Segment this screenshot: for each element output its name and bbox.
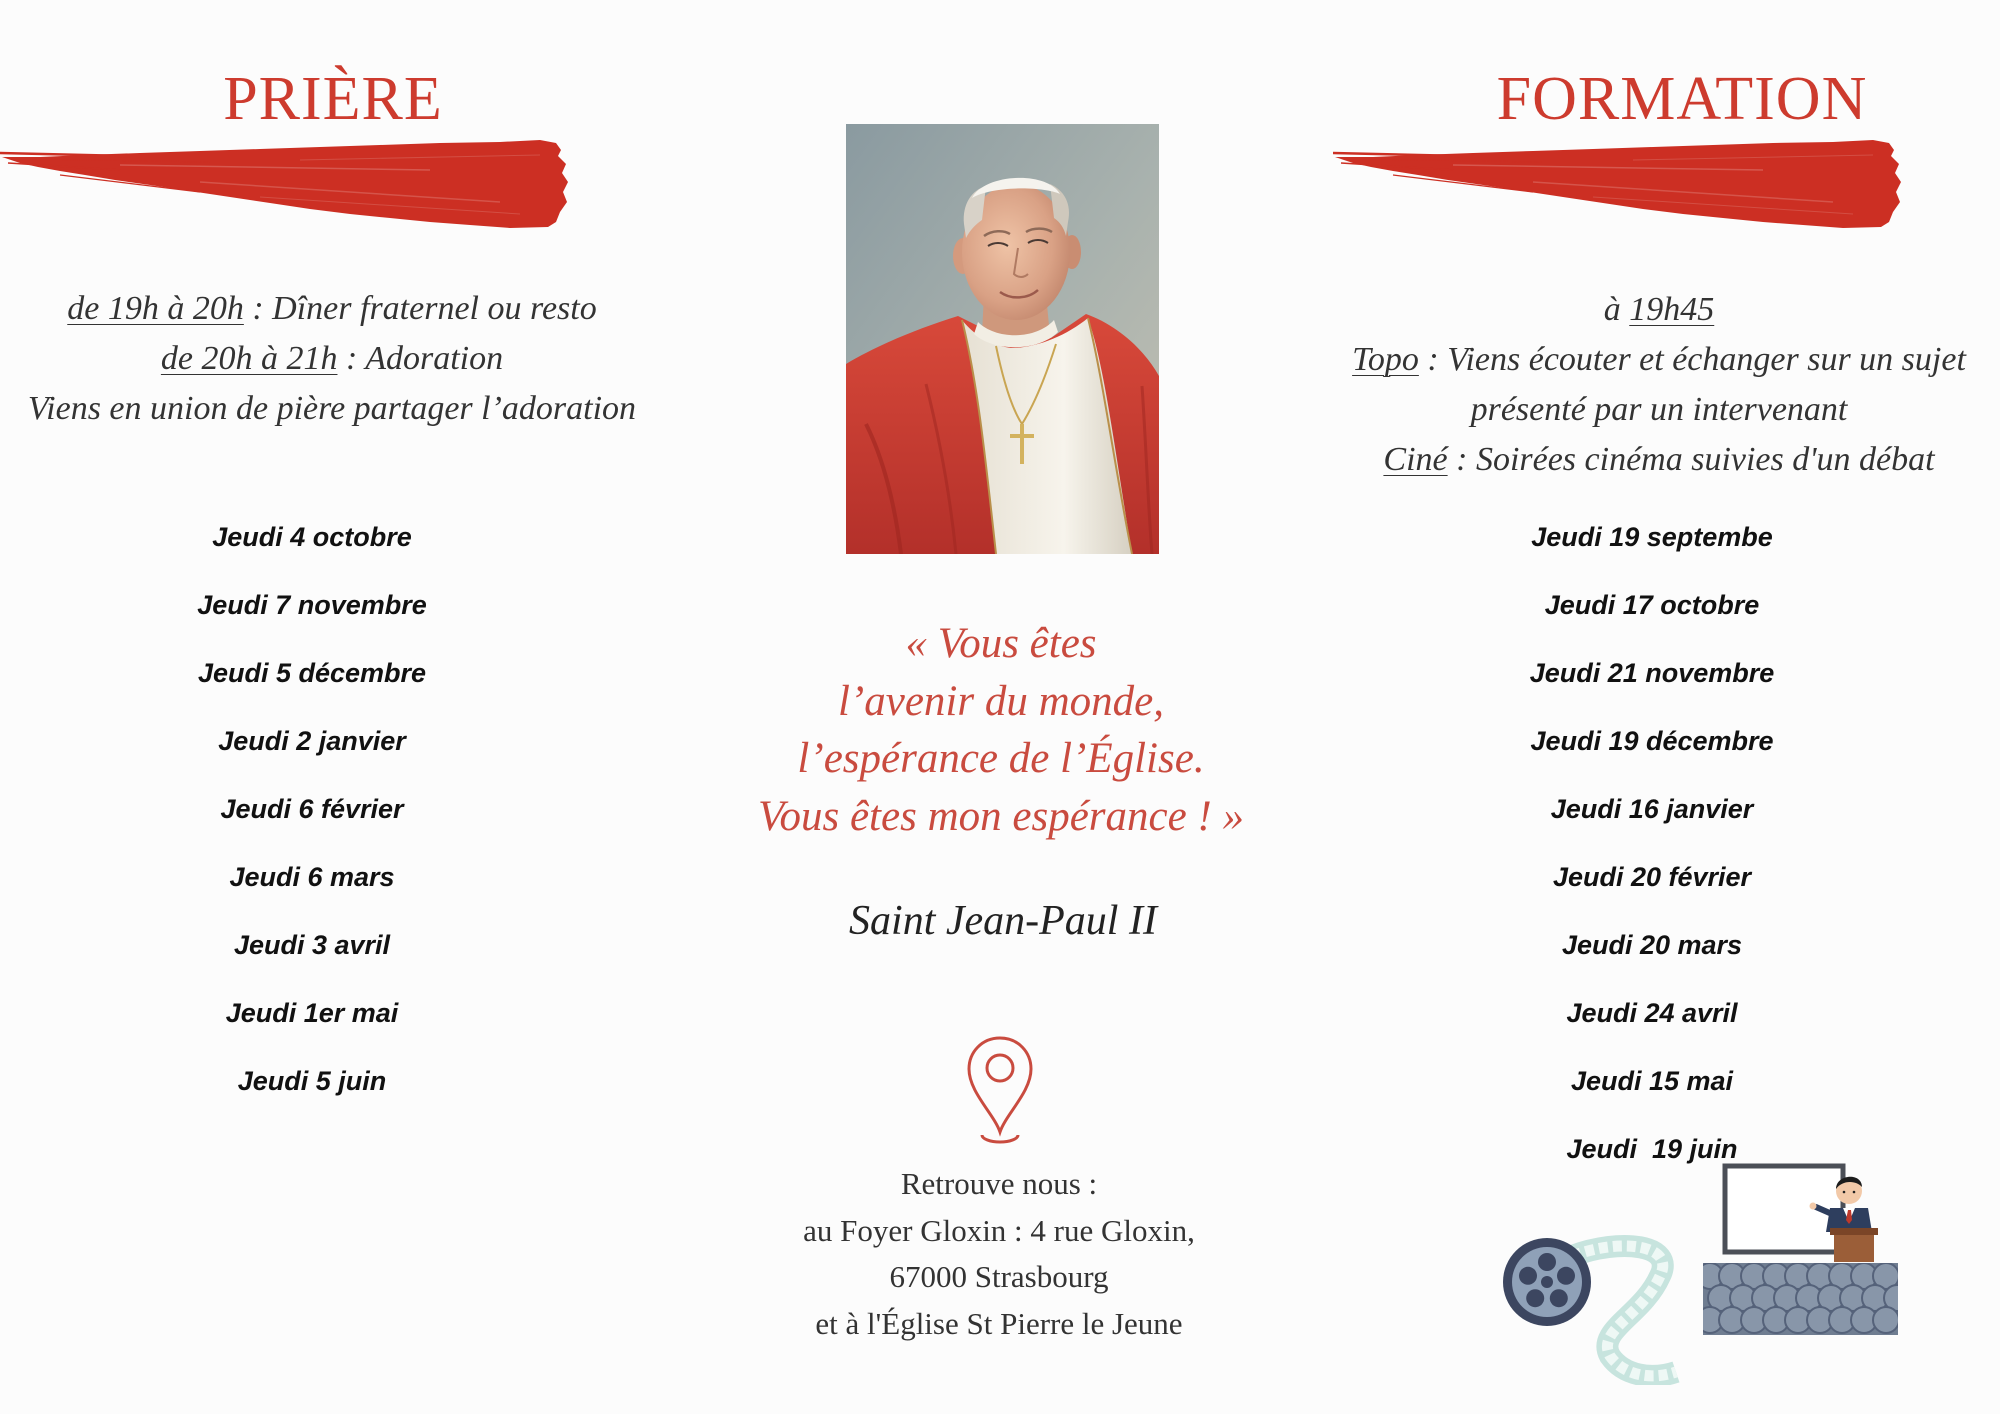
- topo-label: Topo: [1352, 341, 1419, 378]
- address-line: 67000 Strasbourg: [889, 1259, 1109, 1294]
- location-heading: Retrouve nous :: [900, 1166, 1098, 1201]
- formation-date-item: Jeudi 19 septembe: [1531, 522, 1773, 552]
- cinema-illustration: [1500, 1160, 1900, 1385]
- formation-date-item: Jeudi 15 mai: [1570, 1066, 1734, 1096]
- formation-date-item: Jeudi 20 mars: [1561, 930, 1743, 960]
- formation-date-item: Jeudi 19 décembre: [1530, 726, 1774, 756]
- priere-date-item: Jeudi 6 février: [220, 794, 404, 824]
- priere-date-item: Jeudi 5 décembre: [197, 658, 427, 688]
- portrait-image: [846, 124, 1159, 554]
- quote-block: [701, 615, 1301, 845]
- quote-line: l’avenir du monde,: [837, 677, 1164, 725]
- priere-title: PRIÈRE: [223, 65, 443, 133]
- priere-date-item: Jeudi 6 mars: [229, 862, 395, 892]
- formation-date-item: Jeudi 21 novembre: [1529, 658, 1775, 688]
- formation-date-item: Jeudi 19 juin: [1566, 1134, 1738, 1164]
- topo-text: : Viens écouter et échanger sur un sujet: [1418, 341, 1966, 378]
- formation-topo-line: [1319, 335, 1999, 385]
- formation-schedule: [1319, 285, 1999, 485]
- formation-time: 19h45: [1629, 291, 1715, 328]
- priere-dates-list: [112, 503, 512, 1115]
- priere-slot-time: de 19h à 20h: [67, 290, 244, 327]
- formation-cine-line: [1319, 435, 1999, 485]
- quote-line: l’espérance de l’Église.: [797, 735, 1205, 782]
- priere-brush-stroke: [0, 140, 580, 240]
- formation-date-item: Jeudi 20 février: [1552, 862, 1752, 892]
- formation-date-item: Jeudi 24 avril: [1566, 998, 1738, 1028]
- cine-text: : Soirées cinéma suivies d'un débat: [1447, 441, 1935, 478]
- priere-invitation: Viens en union de pière partager l’adoration: [27, 390, 637, 427]
- portrait-painting: [846, 124, 1159, 554]
- formation-time-line: [1319, 285, 1999, 335]
- priere-date-item: Jeudi 1er mai: [225, 998, 399, 1028]
- quote-author: Saint Jean-Paul II: [849, 898, 1157, 944]
- quote-line: « Vous êtes: [905, 620, 1097, 667]
- formation-date-item: Jeudi 16 janvier: [1550, 794, 1754, 824]
- priere-slot-adoration: [2, 334, 662, 384]
- cine-label: Ciné: [1383, 441, 1448, 478]
- priere-slot-time: de 20h à 21h: [160, 340, 338, 377]
- priere-date-item: Jeudi 3 avril: [233, 930, 391, 960]
- podium: [1830, 1228, 1878, 1262]
- film-reel-icon: [1503, 1238, 1591, 1326]
- priere-slot-activity: : Adoration: [337, 340, 504, 377]
- address-line: et à l'Église St Pierre le Jeune: [815, 1305, 1183, 1341]
- formation-dates-list: [1452, 503, 1852, 1183]
- priere-date-item: Jeudi 5 juin: [237, 1066, 387, 1096]
- priere-date-item: Jeudi 2 janvier: [218, 726, 406, 756]
- address-line: au Foyer Gloxin : 4 rue Gloxin,: [803, 1212, 1195, 1248]
- topo-text-continued: présenté par un intervenant: [1470, 391, 1848, 428]
- formation-time-prefix: à: [1603, 291, 1630, 328]
- location-pin-icon: [964, 1034, 1036, 1150]
- formation-brush-stroke: [1333, 140, 1913, 240]
- priere-slot-dinner: [2, 284, 662, 334]
- priere-slot-activity: : Dîner fraternel ou resto: [243, 290, 597, 327]
- priere-date-item: Jeudi 4 octobre: [212, 522, 412, 552]
- formation-title: FORMATION: [1496, 65, 1868, 133]
- audience: [1697, 1263, 1900, 1335]
- priere-schedule: [2, 284, 662, 434]
- formation-date-item: Jeudi 17 octobre: [1544, 590, 1760, 620]
- priere-date-item: Jeudi 7 novembre: [197, 590, 427, 620]
- quote-line: Vous êtes mon espérance ! »: [757, 792, 1245, 840]
- location-address: [699, 1161, 1299, 1347]
